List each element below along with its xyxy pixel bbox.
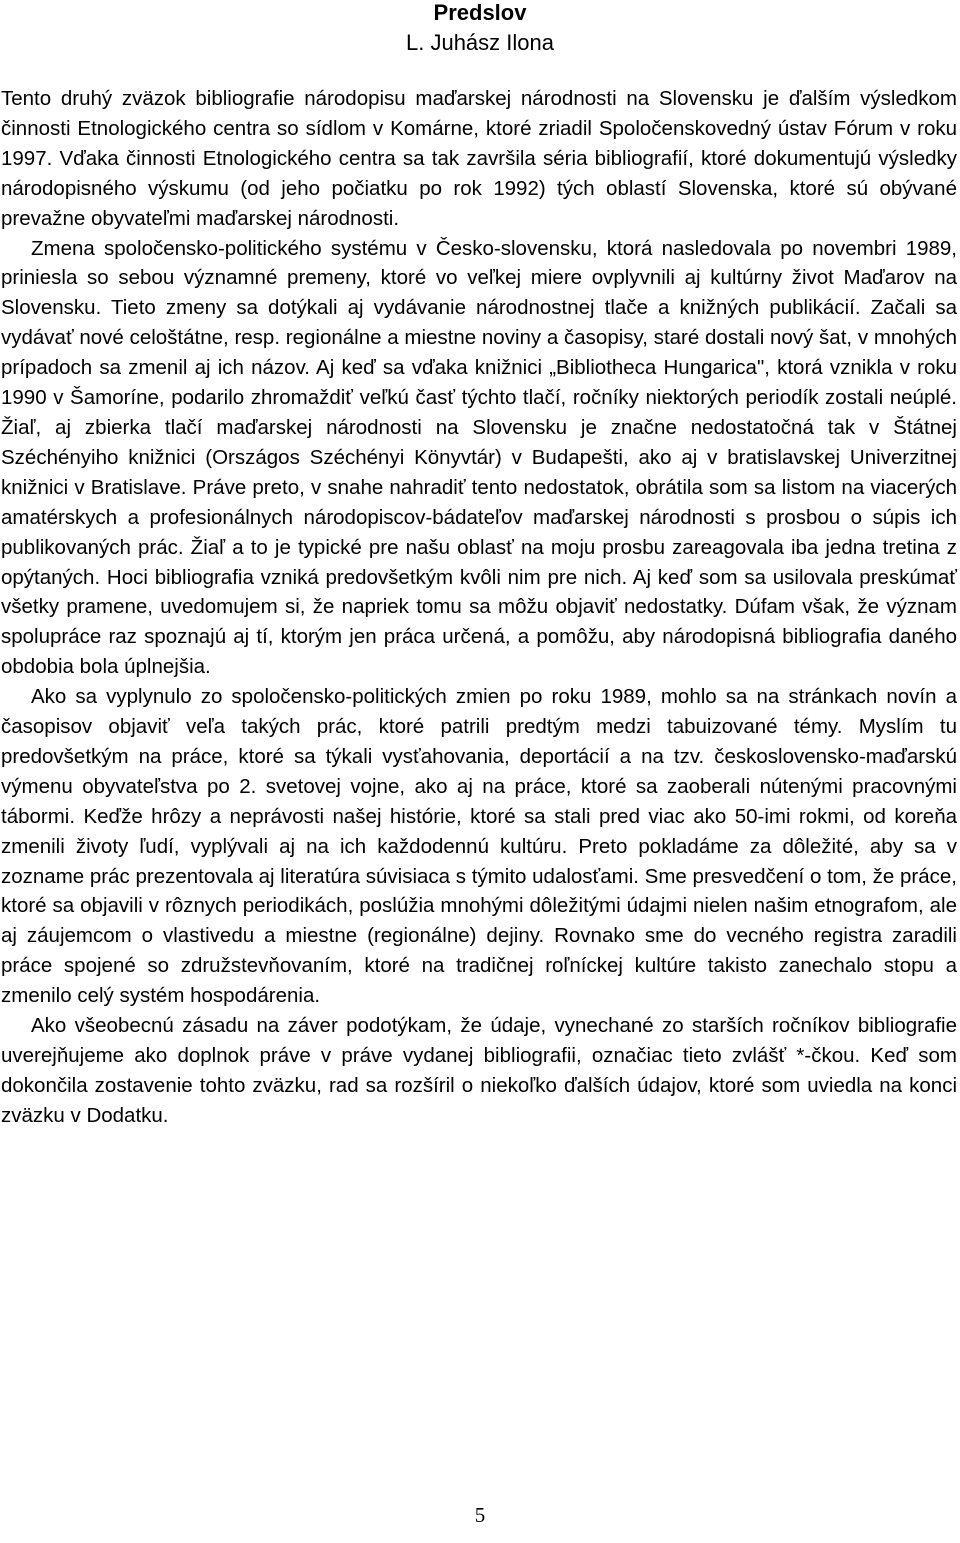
body-text: [1, 84, 957, 1131]
page-number: 5: [474, 1503, 486, 1527]
paragraph: Ako všeobecnú zásadu na záver podotýkam, že údaje, vynechané zo starších ročníkov bibliografie uverejňujeme ako doplnok práve v práve vydanej bibliografii, označiac tieto zvlášť *-čkou. Keď som dokončila zostavenie tohto zväzku, rad sa rozšíril o niekoľko ďalších údajov, ktoré som uviedla na konci zväzku v Dodatku.: [1, 1014, 957, 1127]
paragraph: Tento druhý zväzok bibliografie národopisu maďarskej národnosti na Slovensku je ďalším výsledkom činnosti Etnologického centra so sídlom v Komárne, ktoré zriadil Spoločenskovedný ústav Fórum v roku 1997. Vďaka činnosti Etnologického centra sa tak završila séria bibliografií, ktoré dokumentujú výsledky národopisného výskumu (od jeho počiatku po rok 1992) tých oblastí Slovenska, ktoré sú obývané prevažne obyvateľmi maďarskej národnosti.: [1, 87, 957, 230]
paragraph: Zmena spoločensko-politického systému v Česko-slovensku, ktorá nasledovala po novembri 1989, priniesla so sebou významné premeny, ktoré vo veľkej miere ovplyvnili aj kultúrny život Maďarov na Slovensku. Tieto zmeny sa dotýkali aj vydávanie národnostnej tlače a knižných publikácií. Začali sa vydávať nové celoštátne, resp. regionálne a miestne noviny a časopisy, staré dostali nový šat, v mnohých prípadoch sa zmenil aj ich názov. Aj keď sa vďaka knižnici „Bibliotheca Hungarica", ktorá vznikla v roku 1990 v Šamoríne, podarilo zhromaždiť veľkú časť týchto tlačí, ročníky niektorých periodík zostali neúplé. Žiaľ, aj zbierka tlačí maďarskej národnosti na Slovensku je značne nedostatočná tak v Štátnej Széchényiho knižnici (Országos Széchényi Könyvtár) v Budapešti, ako aj v bratislavskej Univerzitnej knižnici v Bratislave. Práve preto, v snahe nahradiť tento nedostatok, obrátila som sa listom na viacerých amatérskych a profesionálnych národopiscov-bádateľov maďarskej národnosti s prosbou o súpis ich publikovaných prác. Žiaľ a to je typické pre našu oblasť na moju prosbu zareagovala iba jedna tretina z opýtaných. Hoci bibliografia vzniká predovšetkým kvôli nim pre nich. Aj keď som sa usilovala preskúmať všetky pramene, uvedomujem si, že napriek tomu sa môžu objaviť nedostatky. Dúfam však, že význam spolupráce raz spoznajú aj tí, ktorým jen práca určená, a pomôžu, aby národopisná bibliografia daného obdobia bola úplnejšia.: [1, 236, 957, 679]
author-name: L. Juhász Ilona: [406, 30, 554, 55]
paragraph: Ako sa vyplynulo zo spoločensko-politických zmien po roku 1989, mohlo sa na stránkach novín a časopisov objaviť veľa takých prác, ktoré patrili predtým medzi tabuizované témy. Myslím tu predovšetkým na práce, ktoré sa týkali vysťahovania, deportácií a na tzv. československo-maďarskú výmenu obyvateľstva po 2. svetovej vojne, ako aj na práce, ktoré sa zaoberali nútenými pracovnými tábormi. Keďže hrôzy a neprávosti našej histórie, ktoré sa stali pred viac ako 50-imi rokmi, od koreňa zmenili životy ľudí, vyplývali aj na ich každodennú kultúru. Preto pokladáme za dôležité, aby sa v zozname prác prezentovala aj literatúra súvisiaca s týmito udalosťami. Sme presvedčení o tom, že práce, ktoré sa objavili v rôznych periodikách, poslúžia mnohými dôležitými údajmi nielen našim etnografom, ale aj záujemcom o vlastivedu a miestne (regionálne) dejiny. Rovnako sme do vecného registra zaradili práce spojené so združstevňovaním, ktoré na tradičnej roľníckej kultúre takisto zanechalo stopu a zmenilo celý systém hospodárenia.: [1, 685, 957, 1008]
page-title: Predslov: [433, 0, 527, 25]
